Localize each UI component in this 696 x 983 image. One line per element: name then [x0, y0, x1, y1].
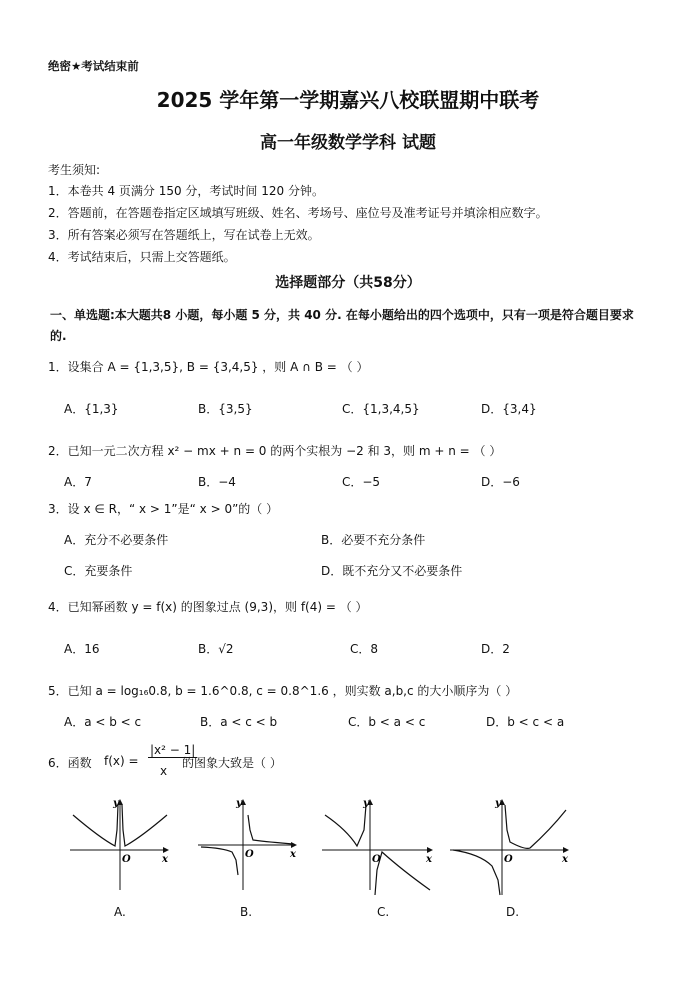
- q1-option-a: A．{1,3}: [64, 402, 119, 416]
- q3-option-c: C．充要条件: [64, 564, 133, 578]
- notice-item: 3．所有答案必须写在答题纸上，写在试卷上无效。: [48, 228, 320, 242]
- x-axis-label: x: [426, 854, 432, 865]
- q3-option-a: A．充分不必要条件: [64, 533, 169, 547]
- y-axis-label: y: [495, 798, 501, 809]
- origin-label: O: [122, 854, 131, 865]
- q6-graphs: [60, 790, 580, 925]
- graph-b: [198, 798, 297, 890]
- x-axis-label: x: [562, 854, 568, 865]
- confidential-label: 绝密★考试结束前: [48, 59, 139, 73]
- q5-option-a: A．a < b < c: [64, 715, 142, 729]
- q2-option-b: B．−4: [198, 475, 236, 489]
- q2-option-d: D．−6: [481, 475, 520, 489]
- y-axis-label: y: [113, 798, 119, 809]
- q6-option-d: D.: [506, 905, 520, 919]
- question-6-numerator: |x² − 1|: [150, 743, 196, 757]
- q6-option-c: C.: [377, 905, 390, 919]
- graph-a: [70, 798, 169, 890]
- q4-option-b: B．√2: [198, 642, 234, 656]
- notice-heading: 考生须知:: [48, 163, 101, 177]
- section-title: 选择题部分（共58分）: [275, 275, 421, 291]
- q3-option-d: D．既不充分又不必要条件: [321, 564, 463, 578]
- y-axis-label: y: [363, 798, 369, 809]
- notice-item: 4．考试结束后，只需上交答题纸。: [48, 250, 236, 264]
- q1-option-b: B．{3,5}: [198, 402, 253, 416]
- q5-option-b: B．a < c < b: [200, 715, 278, 729]
- question-4: 4．已知幂函数 y = f(x) 的图象过点 (9,3)，则 f(4) = （ ）: [48, 600, 368, 614]
- x-axis-label: x: [162, 854, 168, 865]
- graph-d: [450, 798, 569, 895]
- q4-option-a: A．16: [64, 642, 100, 656]
- q5-option-c: C．b < a < c: [348, 715, 426, 729]
- x-axis-label: x: [290, 849, 296, 860]
- q4-option-d: D．2: [481, 642, 510, 656]
- notice-item: 1．本卷共 4 页满分 150 分，考试时间 120 分钟。: [48, 184, 324, 198]
- question-2: 2．已知一元二次方程 x² − mx + n = 0 的两个实根为 −2 和 3，则 m + n = （ ）: [48, 444, 502, 458]
- q6-option-a: A.: [114, 905, 126, 919]
- question-6-function: f(x) =: [104, 754, 139, 768]
- exam-subtitle: 高一年级数学学科 试题: [260, 133, 436, 153]
- q4-option-c: C．8: [350, 642, 379, 656]
- question-6-prefix: 6．函数: [48, 756, 92, 770]
- question-6-suffix: 的图象大致是（ ）: [182, 756, 282, 770]
- q1-option-d: D．{3,4}: [481, 402, 537, 416]
- y-axis-label: y: [236, 798, 242, 809]
- question-5: 5．已知 a = log₁₆0.8, b = 1.6^0.8, c = 0.8^1.6 ，则实数 a,b,c 的大小顺序为（ ）: [48, 684, 518, 698]
- origin-label: O: [504, 854, 513, 865]
- graph-c: [322, 798, 433, 895]
- q3-option-b: B．必要不充分条件: [321, 533, 426, 547]
- exam-title: 2025 学年第一学期嘉兴八校联盟期中联考: [156, 88, 540, 112]
- section-intro: 一、单选题:本大题共8 小题，每小题 5 分，共 40 分. 在每小题给出的四个选项中，只有一项是符合题目要求的.: [50, 308, 634, 343]
- q2-option-c: C．−5: [342, 475, 381, 489]
- q6-option-b: B.: [240, 905, 253, 919]
- q1-option-c: C．{1,3,4,5}: [342, 402, 420, 416]
- q2-option-a: A．7: [64, 475, 92, 489]
- q5-option-d: D．b < c < a: [486, 715, 565, 729]
- notice-item: 2．答题前，在答题卷指定区域填写班级、姓名、考场号、座位号及准考证号并填涂相应数字。: [48, 206, 548, 220]
- question-6-denominator: x: [160, 764, 168, 778]
- origin-label: O: [245, 849, 254, 860]
- question-3: 3．设 x ∈ R，“ x > 1”是“ x > 0”的（ ）: [48, 502, 279, 516]
- question-1: 1．设集合 A = {1,3,5}, B = {3,4,5} ，则 A ∩ B = （ ）: [48, 360, 369, 374]
- origin-label: O: [372, 854, 381, 865]
